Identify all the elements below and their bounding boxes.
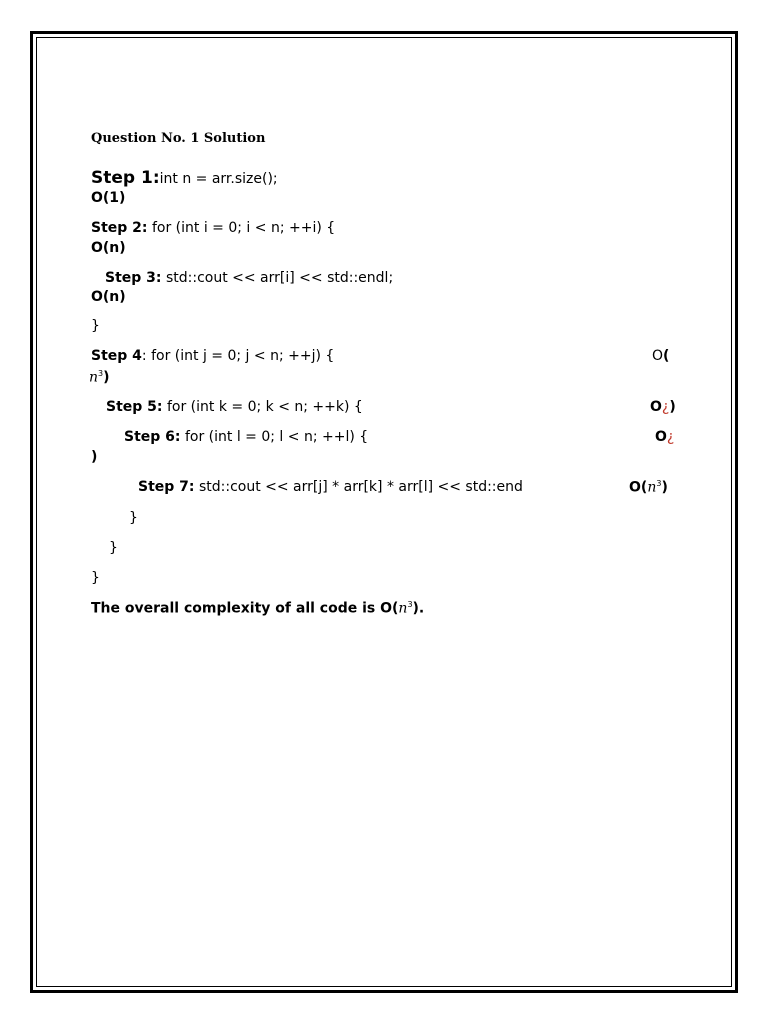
step-5-line xyxy=(106,399,363,415)
step-6-code: for (int l = 0; l < n; ++l) { xyxy=(180,429,369,445)
step-6-complexity-mark: ¿ xyxy=(666,429,675,445)
conclusion-exp: 3 xyxy=(407,600,413,609)
step-7-line xyxy=(138,479,523,495)
step-6-complexity-close: ) xyxy=(91,449,98,465)
step-2-line xyxy=(91,220,335,236)
closing-brace-3: } xyxy=(109,540,118,556)
step-1-code: int n = arr.size(); xyxy=(159,171,278,187)
step-4-complexity-o: O xyxy=(652,348,664,364)
step-5-complexity-close: ) xyxy=(669,399,676,415)
step-6-complexity xyxy=(655,429,674,445)
step-7-complexity xyxy=(629,479,668,496)
step-1-label: Step 1: xyxy=(91,168,160,188)
step-4-code: : for (int j = 0; j < n; ++j) { xyxy=(141,348,335,364)
closing-brace-1: } xyxy=(91,318,100,334)
step-1-complexity: O(1) xyxy=(91,190,126,206)
step-6-label: Step 6: xyxy=(124,429,181,445)
step-2-label: Step 2: xyxy=(91,220,148,236)
step-2-complexity: O(n) xyxy=(91,240,126,256)
step-5-complexity-o: O xyxy=(650,399,662,415)
step-1-line xyxy=(91,168,278,188)
step-3-complexity: O(n) xyxy=(91,289,126,305)
step-3-code: std::cout << arr[i] << std::endl; xyxy=(161,270,394,286)
question-title: Question No. 1 Solution xyxy=(91,131,266,146)
step-7-complexity-o: O( xyxy=(629,479,648,496)
step-5-complexity xyxy=(650,399,676,415)
step-6-complexity-o: O xyxy=(655,429,667,445)
step-4-complexity-head xyxy=(652,348,669,364)
step-7-n: n xyxy=(647,479,657,496)
conclusion-prefix: The overall complexity of all code is O( xyxy=(91,600,399,617)
closing-brace-2: } xyxy=(129,510,138,526)
step-4-complexity-tail xyxy=(89,369,110,386)
conclusion-n: n xyxy=(398,600,408,617)
step-5-complexity-mark: ¿ xyxy=(661,399,670,415)
step-7-complexity-close: ) xyxy=(661,479,668,496)
step-4-label: Step 4 xyxy=(91,348,142,364)
conclusion-suffix: ). xyxy=(412,600,425,617)
overall-complexity-statement xyxy=(91,600,424,617)
step-4-exp: 3 xyxy=(98,369,104,378)
step-3-line xyxy=(105,270,393,286)
step-3-label: Step 3: xyxy=(105,270,162,286)
closing-brace-4: } xyxy=(91,570,100,586)
step-4-complexity-open: ( xyxy=(663,348,670,364)
step-7-code: std::cout << arr[j] * arr[k] * arr[l] << std::end xyxy=(194,479,523,495)
step-4-close: ) xyxy=(103,369,110,386)
step-5-code: for (int k = 0; k < n; ++k) { xyxy=(162,399,363,415)
step-4-line xyxy=(91,348,334,364)
step-5-label: Step 5: xyxy=(106,399,163,415)
step-7-label: Step 7: xyxy=(138,479,195,495)
step-6-line xyxy=(124,429,368,445)
step-2-code: for (int i = 0; i < n; ++i) { xyxy=(147,220,336,236)
step-4-n: n xyxy=(89,369,99,386)
step-7-exp: 3 xyxy=(656,479,662,488)
